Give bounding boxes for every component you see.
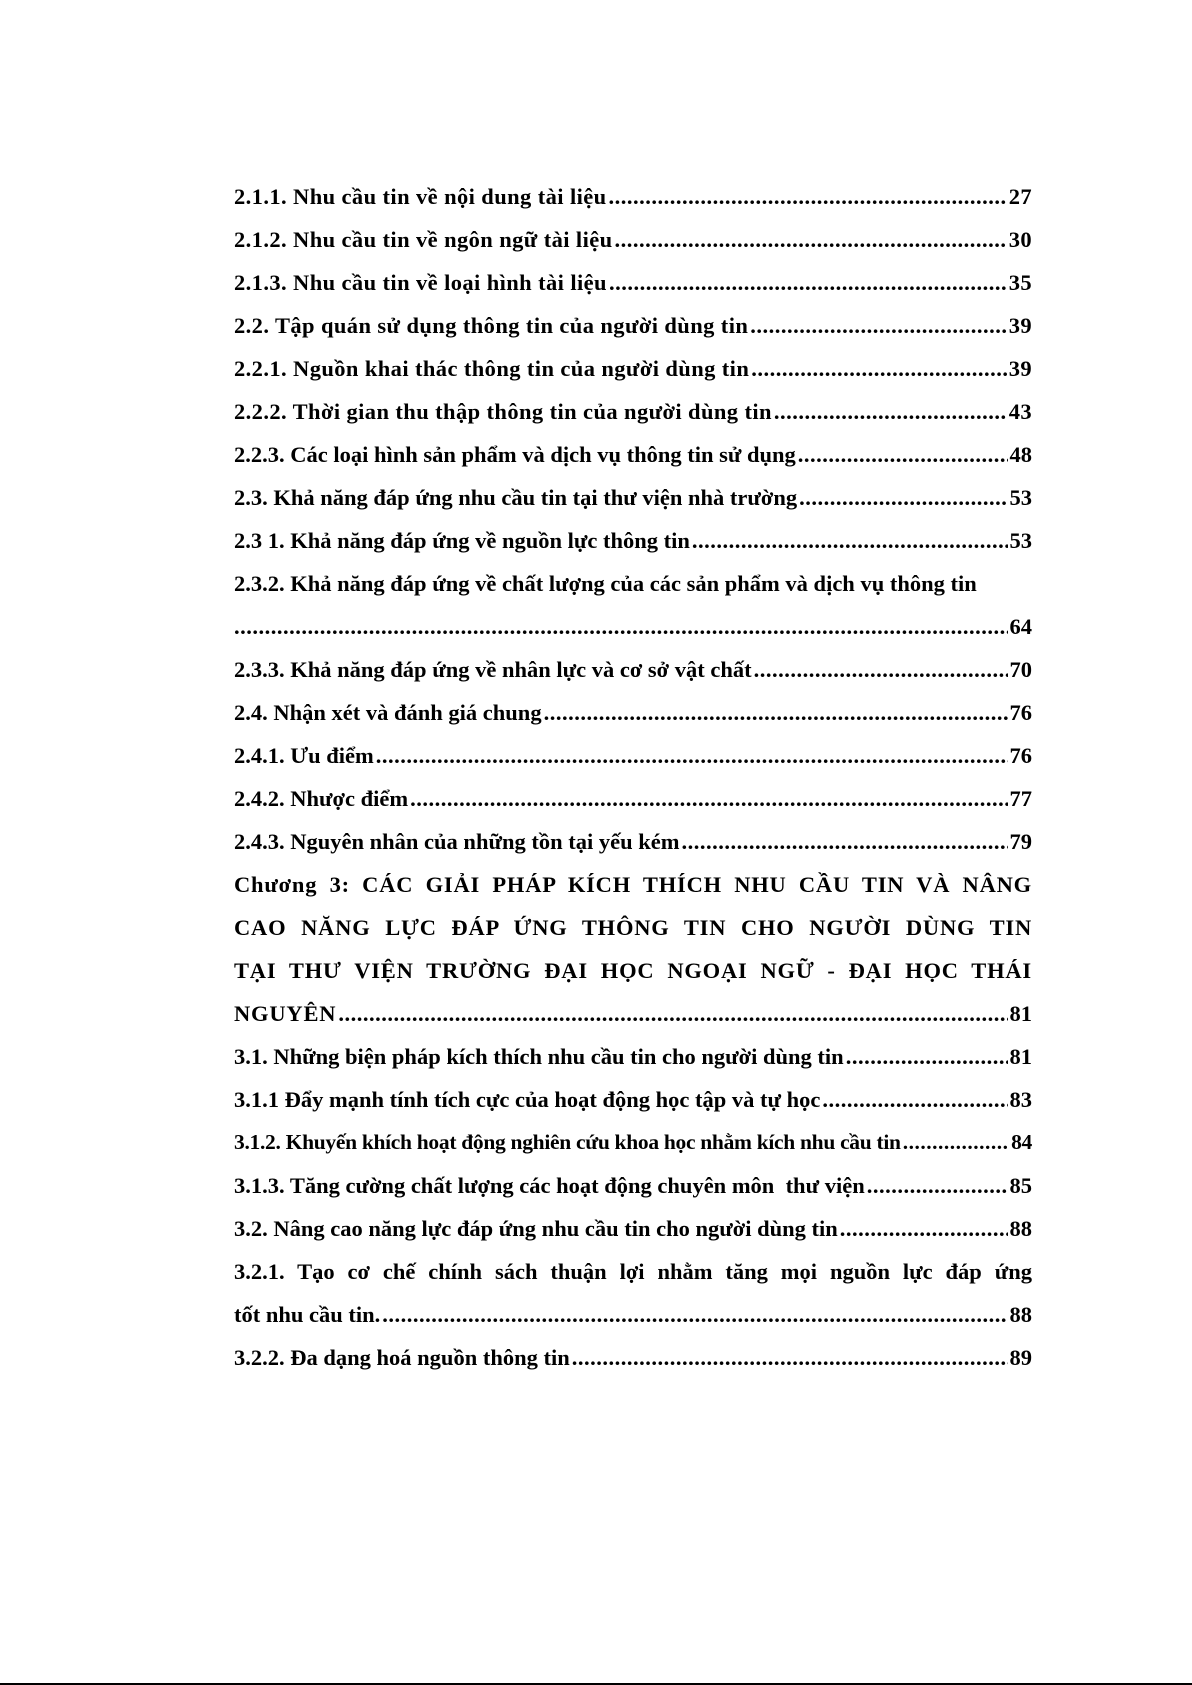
toc-entry-title: 2.2. Tập quán sử dụng thông tin của người dùng tin [234, 313, 749, 338]
toc-entry-page: 30 [1008, 227, 1032, 252]
toc-entry-page: 43 [1008, 399, 1032, 424]
toc-entry-2-2-3[interactable] [234, 433, 1032, 476]
toc-entry-title: 2.4.2. Nhược điểm [234, 786, 409, 811]
toc-entry-2-4-2[interactable] [234, 777, 1032, 820]
toc-entry-page: 39 [1008, 356, 1032, 381]
toc-entry-title: 2.3.3. Khả năng đáp ứng về nhân lực và cơ sở vật chất [234, 657, 752, 682]
toc-entry-2-4-1[interactable] [234, 734, 1032, 777]
toc-entry-2-4[interactable] [234, 691, 1032, 734]
toc-entry-2-2[interactable] [234, 304, 1032, 347]
toc-entry-title-end: tốt nhu cầu tin. [234, 1302, 381, 1327]
toc-entry-2-3-1[interactable] [234, 519, 1032, 562]
toc-entry-title: 3.2.1. Tạo cơ chế chính sách thuận lợi nhằm tăng mọi nguồn lực đáp ứng [234, 1259, 1032, 1284]
chapter-title-line-1: Chương 3: CÁC GIẢI PHÁP KÍCH THÍCH NHU CẦU TIN VÀ NÂNG [234, 872, 1032, 897]
dot-leader [338, 992, 1007, 1035]
toc-entry-title: 2.2.1. Nguồn khai thác thông tin của người dùng tin [234, 356, 750, 381]
toc-entry-3-2[interactable] [234, 1207, 1032, 1250]
dot-leader [609, 261, 1007, 304]
toc-entry-page: 53 [1009, 485, 1032, 510]
toc-entry-2-3-2[interactable] [234, 562, 1032, 648]
toc-entry-page: 84 [1011, 1130, 1032, 1154]
toc-entry-2-3[interactable] [234, 476, 1032, 519]
toc-entry-title: 2.3 1. Khả năng đáp ứng về nguồn lực thông tin [234, 528, 690, 553]
toc-entry-title: 2.4.1. Ưu điểm [234, 743, 374, 768]
dot-leader [234, 605, 1008, 648]
toc-entry-continuation [234, 1293, 1032, 1336]
toc-entry-2-3-3[interactable] [234, 648, 1032, 691]
toc-entry-page: 79 [1009, 829, 1032, 854]
toc-entry-3-1[interactable] [234, 1035, 1032, 1078]
dot-leader [681, 820, 1007, 863]
toc-entry-2-2-2[interactable] [234, 390, 1032, 433]
dot-leader [410, 777, 1007, 820]
chapter-title-last-line [234, 992, 1032, 1035]
dot-leader [799, 476, 1007, 519]
toc-entry-2-1-3[interactable] [234, 261, 1032, 304]
dot-leader [867, 1164, 1008, 1207]
toc-entry-3-2-1[interactable] [234, 1250, 1032, 1336]
dot-leader [615, 218, 1007, 261]
chapter-title-line-4: NGUYÊN [234, 1001, 337, 1026]
toc-entry-page: 39 [1008, 313, 1032, 338]
toc-entry-page: 76 [1009, 743, 1032, 768]
toc-entry-3-1-2[interactable] [234, 1121, 1032, 1164]
toc-entry-page: 64 [1009, 614, 1032, 639]
dot-leader [798, 433, 1008, 476]
dot-leader [903, 1121, 1009, 1164]
toc-entry-page: 89 [1009, 1345, 1032, 1370]
toc-entry-page: 81 [1009, 1001, 1032, 1026]
toc-entry-title: 2.4.3. Nguyên nhân của những tồn tại yếu kém [234, 829, 680, 854]
dot-leader [754, 648, 1008, 691]
toc-entry-page: 77 [1009, 786, 1032, 811]
toc-entry-3-1-3[interactable] [234, 1164, 1032, 1207]
toc-entry-title: 2.1.2. Nhu cầu tin về ngôn ngữ tài liệu [234, 227, 613, 252]
toc-entry-title: 3.2. Nâng cao năng lực đáp ứng nhu cầu tin cho người dùng tin [234, 1216, 838, 1241]
dot-leader [822, 1078, 1007, 1121]
toc-entry-page: 88 [1009, 1302, 1032, 1327]
dot-leader [572, 1336, 1008, 1379]
toc-entry-3-2-2[interactable] [234, 1336, 1032, 1379]
toc-entry-2-2-1[interactable] [234, 347, 1032, 390]
toc-entry-title: 3.1.3. Tăng cường chất lượng các hoạt động chuyên môn thư viện [234, 1173, 865, 1198]
toc-entry-title: 3.1.2. Khuyến khích hoạt động nghiên cứu khoa học nhằm kích nhu cầu tin [234, 1130, 901, 1154]
dot-leader [609, 175, 1007, 218]
toc-entry-page: 70 [1009, 657, 1032, 682]
toc-entry-continuation [234, 605, 1032, 648]
toc-entry-title: 2.3.2. Khả năng đáp ứng về chất lượng của các sản phẩm và dịch vụ thông tin [234, 571, 977, 596]
toc-entry-title: 3.1. Những biện pháp kích thích nhu cầu tin cho người dùng tin [234, 1044, 844, 1069]
toc-entry-page: 27 [1008, 184, 1032, 209]
dot-leader [846, 1035, 1008, 1078]
toc-entry-page: 76 [1009, 700, 1032, 725]
toc-entry-page: 48 [1009, 442, 1032, 467]
toc-entry-2-4-3[interactable] [234, 820, 1032, 863]
toc-entry-title: 2.1.3. Nhu cầu tin về loại hình tài liệu [234, 270, 607, 295]
dot-leader [376, 734, 1008, 777]
dot-leader [840, 1207, 1008, 1250]
toc-entry-2-1-2[interactable] [234, 218, 1032, 261]
dot-leader [750, 304, 1006, 347]
toc-entry-page: 35 [1008, 270, 1032, 295]
toc-entry-title: 2.3. Khả năng đáp ứng nhu cầu tin tại thư viện nhà trường [234, 485, 798, 510]
toc-entry-page: 88 [1009, 1216, 1032, 1241]
toc-entry-title: 2.2.3. Các loại hình sản phẩm và dịch vụ thông tin sử dụng [234, 442, 796, 467]
toc-entry-title: 3.2.2. Đa dạng hoá nguồn thông tin [234, 1345, 570, 1370]
dot-leader [692, 519, 1008, 562]
table-of-contents [234, 175, 1032, 1379]
chapter-title-line-3: TẠI THƯ VIỆN TRƯỜNG ĐẠI HỌC NGOẠI NGỮ - ĐẠI HỌC THÁI [234, 958, 1032, 983]
toc-entry-page: 83 [1009, 1087, 1032, 1112]
toc-entry-2-1-1[interactable] [234, 175, 1032, 218]
toc-entry-title: 3.1.1 Đẩy mạnh tính tích cực của hoạt động học tập và tự học [234, 1087, 821, 1112]
toc-entry-page: 53 [1009, 528, 1032, 553]
dot-leader [774, 390, 1007, 433]
toc-entry-page: 81 [1009, 1044, 1032, 1069]
toc-entry-chapter-3[interactable] [234, 863, 1032, 1035]
dot-leader [751, 347, 1006, 390]
chapter-title-line-2: CAO NĂNG LỰC ĐÁP ỨNG THÔNG TIN CHO NGƯỜI DÙNG TIN [234, 915, 1032, 940]
toc-entry-title: 2.2.2. Thời gian thu thập thông tin của người dùng tin [234, 399, 772, 424]
toc-entry-page: 85 [1009, 1173, 1032, 1198]
dot-leader [544, 691, 1008, 734]
toc-entry-3-1-1[interactable] [234, 1078, 1032, 1121]
toc-entry-title: 2.1.1. Nhu cầu tin về nội dung tài liệu [234, 184, 607, 209]
dot-leader [382, 1293, 1007, 1336]
toc-entry-title: 2.4. Nhận xét và đánh giá chung [234, 700, 542, 725]
